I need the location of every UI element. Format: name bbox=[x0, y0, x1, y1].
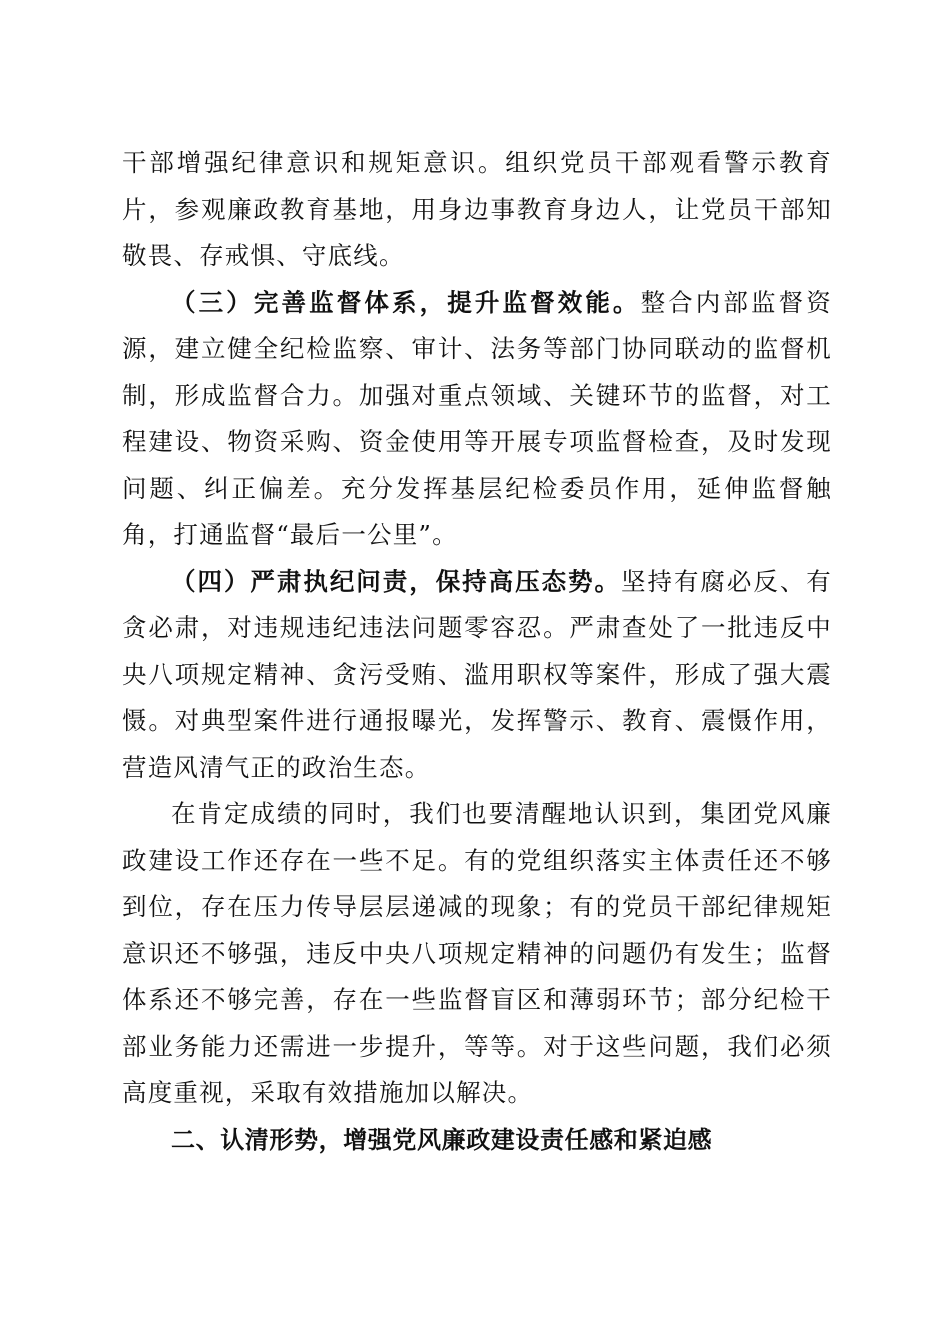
paragraph-text: 整合内部监督资源，建立健全纪检监察、审计、法务等部门协同联动的监督机制，形成监督合力。加强对重点领域、关键环节的监督，对工程建设、物资采购、资金使用等开展专项监督检查，及时发现问题、纠正偏差。充分发挥基层纪检委员作用，延伸监督触角，打通监督“最后一公里”。 bbox=[122, 287, 832, 549]
section-3-lead: （三）完善监督体系，提升监督效能。 bbox=[171, 287, 641, 317]
section-4-lead: （四）严肃执纪问责，保持高压态势。 bbox=[171, 566, 621, 596]
paragraph-shortcomings bbox=[122, 791, 832, 1117]
paragraph-text: 在肯定成绩的同时，我们也要清醒地认识到，集团党风廉政建设工作还存在一些不足。有的党组织落实主体责任还不够到位，存在压力传导层层递减的现象；有的党员干部纪律规矩意识还不够强，违反中央八项规定精神的问题仍有发生；监督体系还不够完善，存在一些监督盲区和薄弱环节；部分纪检干部业务能力还需进一步提升，等等。对于这些问题，我们必须高度重视，采取有效措施加以解决。 bbox=[122, 799, 832, 1107]
section-heading-2: 二、认清形势，增强党风廉政建设责任感和紧迫感 bbox=[171, 1125, 713, 1154]
paragraph-section-3 bbox=[122, 280, 832, 559]
paragraph-section-4 bbox=[122, 559, 832, 792]
paragraph-text: 坚持有腐必反、有贪必肃，对违规违纪违法问题零容忍。严肃查处了一批违反中央八项规定精神、贪污受贿、滥用职权等案件，形成了强大震慑。对典型案件进行通报曝光，发挥警示、教育、震慑作用，营造风清气正的政治生态。 bbox=[122, 566, 832, 782]
paragraph-continuation bbox=[122, 140, 832, 280]
paragraph-text: 干部增强纪律意识和规矩意识。组织党员干部观看警示教育片，参观廉政教育基地，用身边事教育身边人，让党员干部知敬畏、存戒惧、守底线。 bbox=[122, 148, 832, 270]
document-body bbox=[122, 140, 832, 1163]
